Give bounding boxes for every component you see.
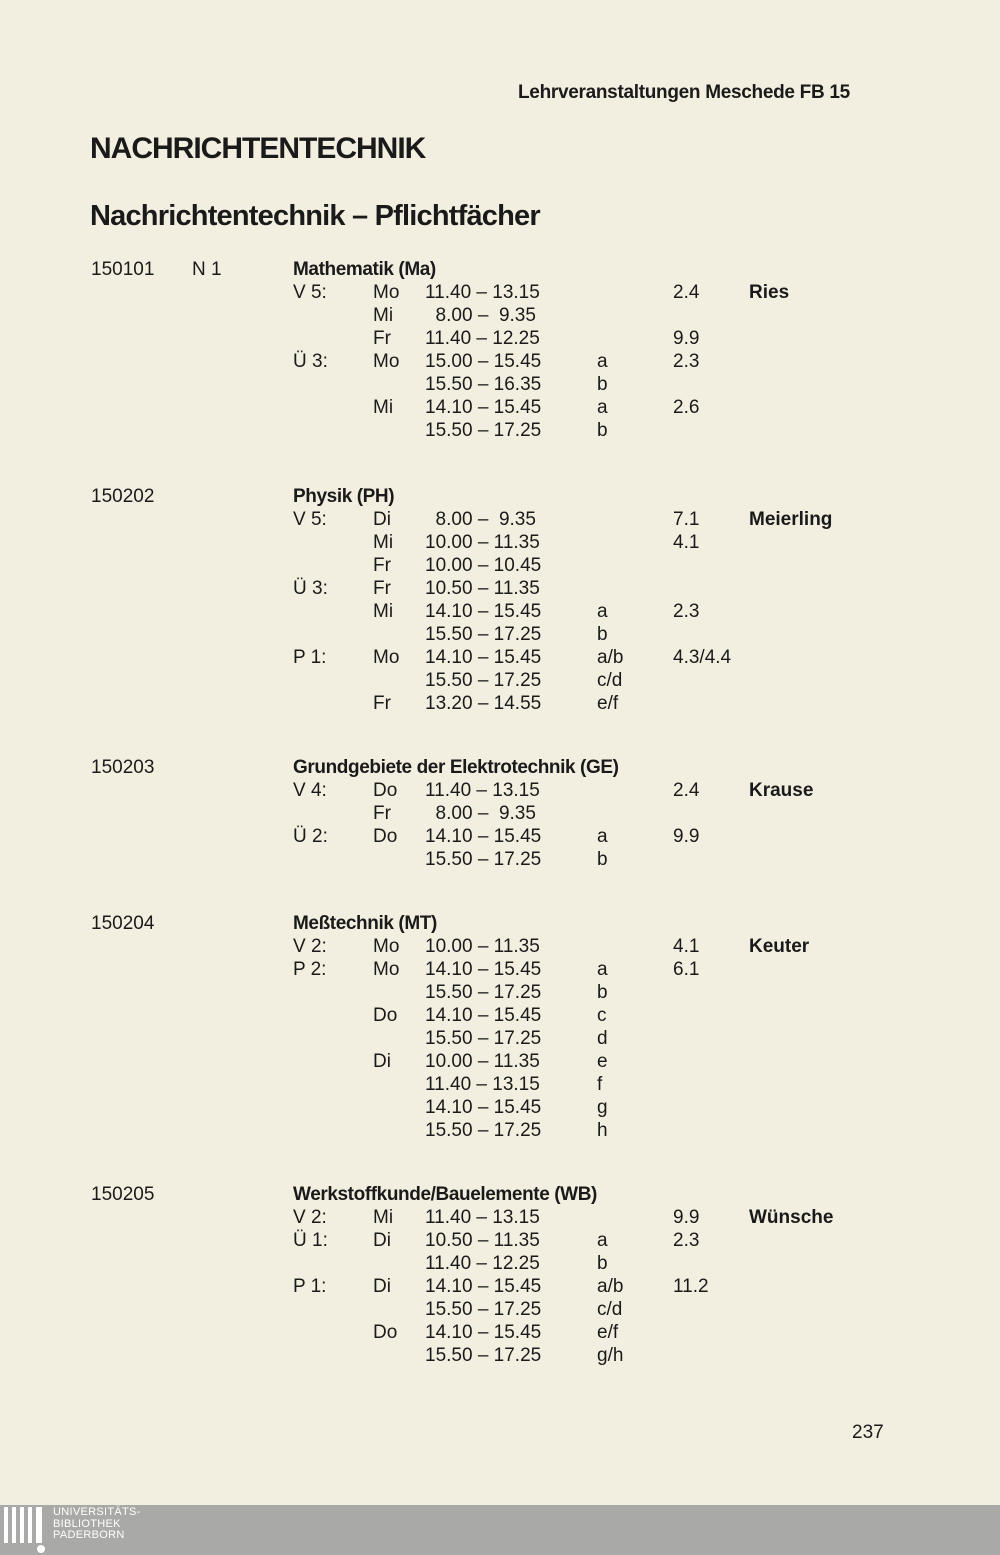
schedule-row [0,1321,1000,1344]
course-number: 150101 [91,259,155,280]
session-day: Mi [373,305,394,326]
session-day: Fr [373,693,391,714]
course-header [0,485,1000,508]
session-type: P 1: [293,647,327,668]
session-group: a [597,959,608,980]
session-type: P 1: [293,1276,327,1297]
course-number: 150204 [91,913,155,934]
schedule-row [0,981,1000,1004]
session-room: 9.9 [673,826,700,847]
session-room: 2.4 [673,282,700,303]
course-number: 150203 [91,757,155,778]
page-number: 237 [852,1422,884,1443]
session-group: b [597,982,608,1003]
schedule-row [0,1298,1000,1321]
session-time: 10.00 – 11.35 [425,936,540,957]
session-room: 2.3 [673,601,700,622]
session-type: Ü 3: [293,578,328,599]
schedule-row [0,1050,1000,1073]
session-day: Mo [373,959,400,980]
session-day: Di [373,1276,391,1297]
session-day: Mo [373,936,400,957]
session-time: 11.40 – 13.15 [425,1207,540,1228]
session-room: 2.4 [673,780,700,801]
schedule-row [0,531,1000,554]
session-time: 14.10 – 15.45 [425,1005,542,1026]
session-group: d [597,1028,608,1049]
session-time: 15.50 – 17.25 [425,1120,542,1141]
session-room: 2.3 [673,1230,700,1251]
session-day: Di [373,509,391,530]
course-title: Mathematik (Ma) [293,259,436,280]
lecturer-name: Meierling [749,509,833,530]
course-code: N 1 [192,259,222,280]
session-group: g [597,1097,608,1118]
schedule-row [0,304,1000,327]
library-name-line-1: UNIVERSITÄTS- [53,1506,141,1518]
session-group: b [597,1253,608,1274]
session-time: 14.10 – 15.45 [425,826,542,847]
schedule-row [0,1275,1000,1298]
running-head: Lehrveranstaltungen Meschede FB 15 [518,82,850,103]
session-time: 14.10 – 15.45 [425,1276,542,1297]
schedule-row [0,396,1000,419]
session-room: 9.9 [673,328,700,349]
session-time: 15.50 – 17.25 [425,849,542,870]
session-time: 15.50 – 17.25 [425,982,542,1003]
session-day: Do [373,1322,398,1343]
session-group: a [597,397,608,418]
lecturer-name: Ries [749,282,790,303]
session-group: a [597,1230,608,1251]
schedule-row [0,554,1000,577]
session-day: Mo [373,282,400,303]
session-day: Mi [373,532,394,553]
session-day: Di [373,1230,391,1251]
schedule-row [0,419,1000,442]
session-time: 11.40 – 12.25 [425,1253,540,1274]
schedule-row [0,1119,1000,1142]
session-time: 15.50 – 16.35 [425,374,542,395]
session-time: 14.10 – 15.45 [425,647,542,668]
schedule-row [0,281,1000,304]
session-room: 4.1 [673,532,700,553]
schedule-row [0,1073,1000,1096]
session-time: 8.00 – 9.35 [425,803,536,824]
session-time: 10.50 – 11.35 [425,1230,540,1251]
course-number: 150205 [91,1184,155,1205]
session-day: Do [373,826,398,847]
schedule-row [0,1027,1000,1050]
session-type: V 2: [293,936,327,957]
session-type: Ü 1: [293,1230,328,1251]
schedule-row [0,825,1000,848]
session-group: b [597,374,608,395]
session-type: V 5: [293,282,327,303]
session-day: Mo [373,647,400,668]
section-title: NACHRICHTENTECHNIK [90,132,426,165]
session-time: 13.20 – 14.55 [425,693,542,714]
session-day: Do [373,780,398,801]
session-group: a [597,601,608,622]
session-time: 15.50 – 17.25 [425,1299,542,1320]
library-name [53,1507,141,1542]
session-time: 14.10 – 15.45 [425,601,542,622]
course-title: Werkstoffkunde/Bauelemente (WB) [293,1184,597,1205]
session-time: 11.40 – 13.15 [425,282,540,303]
session-day: Fr [373,578,391,599]
session-type: V 5: [293,509,327,530]
course-header [0,756,1000,779]
schedule-row [0,1004,1000,1027]
session-room: 4.3/4.4 [673,647,732,668]
session-time: 15.50 – 17.25 [425,670,542,691]
library-name-line-3: PADERBORN [53,1529,125,1541]
session-room: 4.1 [673,936,700,957]
session-group: b [597,849,608,870]
session-time: 15.50 – 17.25 [425,1345,542,1366]
session-day: Mi [373,397,394,418]
session-type: V 2: [293,1207,327,1228]
session-room: 7.1 [673,509,700,530]
library-name-line-2: BIBLIOTHEK [53,1517,121,1530]
schedule-row [0,1206,1000,1229]
schedule-row [0,350,1000,373]
library-logo-icon [0,1505,48,1555]
session-day: Fr [373,555,391,576]
session-type: Ü 2: [293,826,328,847]
schedule-row [0,1344,1000,1367]
session-day: Mi [373,1207,394,1228]
schedule-row [0,935,1000,958]
session-day: Mi [373,601,394,622]
schedule-row [0,1252,1000,1275]
session-group: a [597,351,608,372]
session-group: e [597,1051,608,1072]
session-group: c/d [597,1299,623,1320]
session-type: V 4: [293,780,327,801]
session-time: 15.50 – 17.25 [425,1028,542,1049]
schedule-row [0,779,1000,802]
schedule-row [0,848,1000,871]
session-room: 11.2 [673,1276,709,1297]
schedule-row [0,692,1000,715]
session-time: 15.50 – 17.25 [425,624,542,645]
session-group: a [597,826,608,847]
session-day: Mo [373,351,400,372]
session-group: c [597,1005,607,1026]
session-time: 14.10 – 15.45 [425,959,542,980]
session-room: 6.1 [673,959,700,980]
course-header [0,1183,1000,1206]
course-header [0,912,1000,935]
schedule-row [0,508,1000,531]
session-time: 11.40 – 12.25 [425,328,540,349]
session-time: 8.00 – 9.35 [425,305,536,326]
session-group: b [597,624,608,645]
session-time: 10.00 – 11.35 [425,1051,540,1072]
session-type: Ü 3: [293,351,328,372]
schedule-row [0,577,1000,600]
session-room: 9.9 [673,1207,700,1228]
session-time: 10.00 – 11.35 [425,532,540,553]
session-day: Fr [373,328,391,349]
lecturer-name: Wünsche [749,1207,834,1228]
subsection-title: Nachrichtentechnik – Pflichtfächer [90,200,540,232]
session-group: a/b [597,1276,624,1297]
session-time: 14.10 – 15.45 [425,1322,542,1343]
lecturer-name: Keuter [749,936,810,957]
session-time: 14.10 – 15.45 [425,397,542,418]
library-footer [0,1505,1000,1555]
session-time: 11.40 – 13.15 [425,780,540,801]
course-header [0,258,1000,281]
schedule-row [0,373,1000,396]
lecturer-name: Krause [749,780,814,801]
session-group: f [597,1074,603,1095]
session-day: Fr [373,803,391,824]
session-time: 8.00 – 9.35 [425,509,536,530]
schedule-row [0,958,1000,981]
session-time: 15.00 – 15.45 [425,351,542,372]
schedule-row [0,802,1000,825]
schedule-row [0,1096,1000,1119]
course-title: Meßtechnik (MT) [293,913,437,934]
session-group: e/f [597,1322,619,1343]
session-day: Do [373,1005,398,1026]
session-room: 2.6 [673,397,700,418]
course-title: Grundgebiete der Elektrotechnik (GE) [293,757,619,778]
session-group: a/b [597,647,624,668]
session-group: e/f [597,693,619,714]
session-group: g/h [597,1345,624,1366]
schedule-row [0,327,1000,350]
session-time: 15.50 – 17.25 [425,420,542,441]
schedule-row [0,646,1000,669]
session-room: 2.3 [673,351,700,372]
session-type: P 2: [293,959,327,980]
session-time: 14.10 – 15.45 [425,1097,542,1118]
session-time: 11.40 – 13.15 [425,1074,540,1095]
schedule-row [0,600,1000,623]
schedule-row [0,623,1000,646]
session-time: 10.50 – 11.35 [425,578,540,599]
schedule-row [0,669,1000,692]
schedule-row [0,1229,1000,1252]
session-group: c/d [597,670,623,691]
session-time: 10.00 – 10.45 [425,555,542,576]
course-number: 150202 [91,486,155,507]
session-group: h [597,1120,608,1141]
session-day: Di [373,1051,391,1072]
course-title: Physik (PH) [293,486,395,507]
session-group: b [597,420,608,441]
